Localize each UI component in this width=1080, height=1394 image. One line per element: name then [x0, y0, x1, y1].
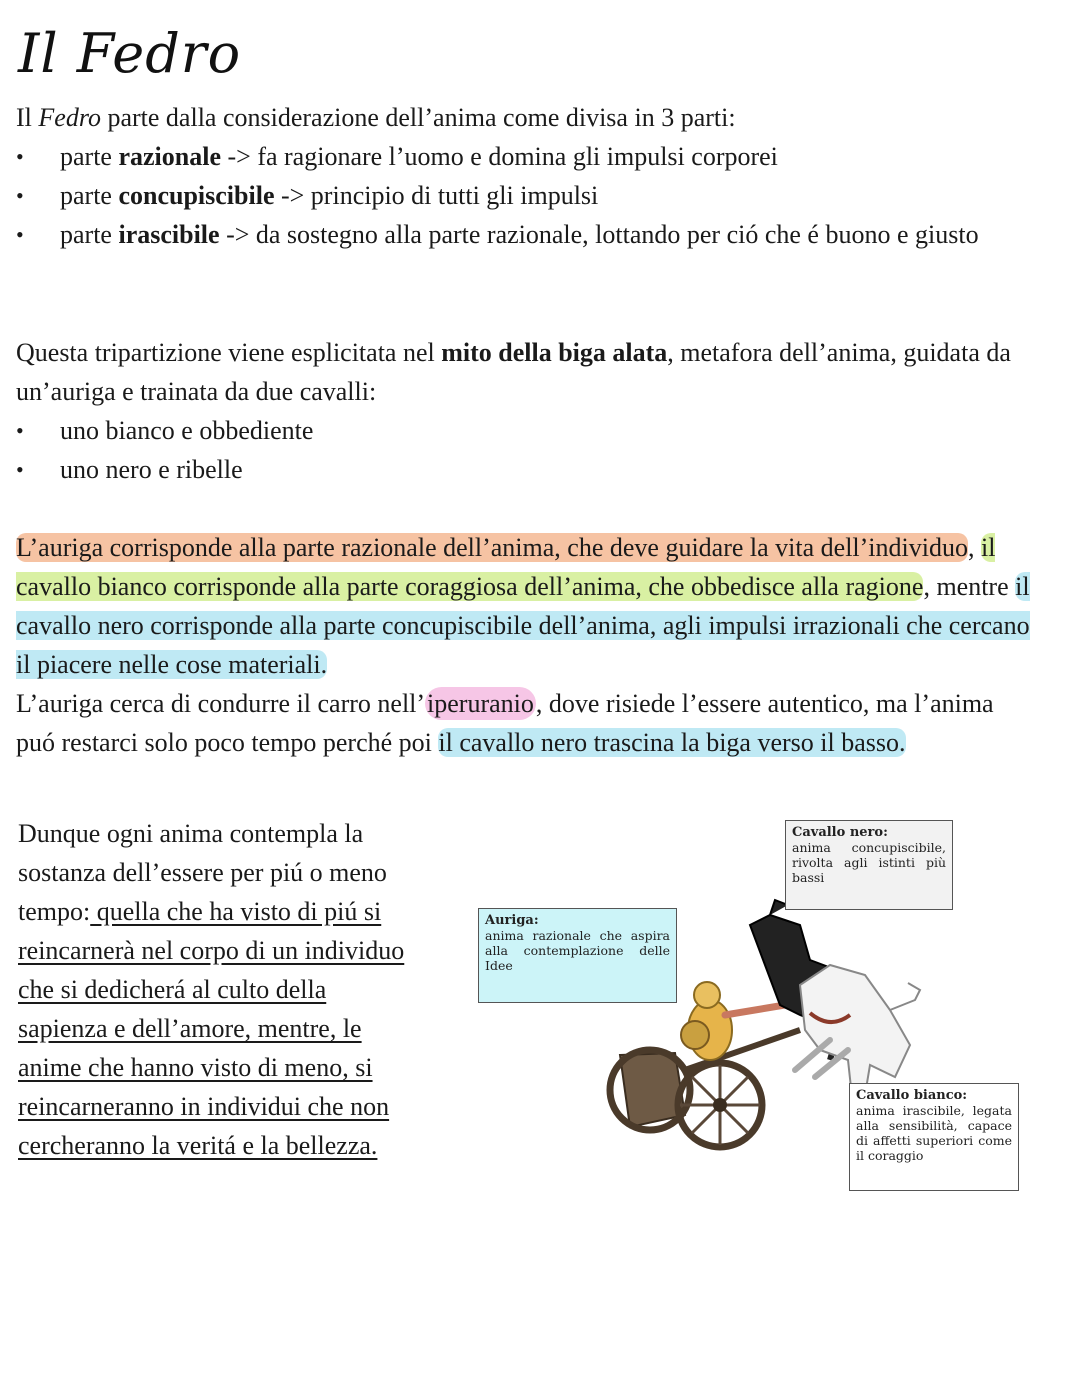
list-item: • uno bianco e obbediente — [16, 411, 1016, 450]
highlight-auriga: L’auriga corrisponde alla parte razionale dell’anima, che deve guidare la vita dell’individuo — [16, 533, 968, 562]
explanation-paragraph: L’auriga corrisponde alla parte razionale dell’anima, che deve guidare la vita dell’individuo, il cavallo bianco corrisponde alla parte coraggiosa dell’anima, che obbedisce alla ragione, mentre il cavallo nero corrisponde alla parte concupiscibile dell’anima, agli impulsi irrazionali che cercano il piacere nelle cose materiali. — [16, 533, 1030, 679]
fedro-italic: Fedro — [38, 103, 101, 132]
myth-title-bold: mito della biga alata — [441, 338, 668, 367]
myth-paragraph: Questa tripartizione viene esplicitata nel mito della biga alata, metafora dell’anima, guidata da un’auriga e trainata da due cavalli: — [16, 338, 1011, 406]
list-item: • parte razionale -> fa ragionare l’uomo e domina gli impulsi corporei — [16, 137, 1046, 176]
chariot-body — [620, 1053, 685, 1127]
intro-section — [16, 98, 1046, 254]
myth-section — [16, 333, 1016, 489]
label-box-white-horse: Cavallo bianco: anima irascibile, legata alla sensibilità, capace di affetti superiori come il coraggio — [849, 1083, 1019, 1191]
chariot-figure — [470, 815, 1050, 1200]
list-item: • uno nero e ribelle — [16, 450, 1016, 489]
soul-parts-list — [16, 137, 1046, 254]
highlight-iperuranio: iperuranio — [427, 689, 534, 718]
conclusion-plain: Dunque ogni anima contempla la sostanza dell’essere per piú o meno tempo: — [18, 819, 387, 926]
label-box-black-horse: Cavallo nero: anima concupiscibile, rivolta agli istinti più bassi — [785, 820, 953, 910]
charioteer-head — [694, 982, 720, 1008]
intro-line — [16, 98, 1046, 137]
charioteer-shield — [681, 1021, 709, 1049]
label-box-charioteer: Auriga: anima razionale che aspira alla contemplazione delle Idee — [478, 908, 677, 1003]
list-item: • parte irascibile -> da sostegno alla parte razionale, lottando per ció che é buono e giusto — [16, 215, 1040, 254]
conclusion-underlined: quella che ha visto di piú si reincarnerà nel corpo di un individuo che si dedicherá al culto della sapienza e dell’amore, mentre, le anime che hanno visto di meno, si reincarneranno in individui che non cercheranno la veritá e la bellezza. — [18, 897, 405, 1160]
highlight-black-horse: il cavallo nero corrisponde alla parte concupiscibile dell’anima, agli impulsi irrazionali che cercano il piacere nelle cose materiali. — [16, 572, 1030, 679]
explanation-section — [16, 528, 1036, 762]
horses-list — [16, 411, 1016, 489]
list-item: • parte concupiscibile -> principio di tutti gli impulsi — [16, 176, 1046, 215]
intro-prefix: Il — [16, 103, 39, 132]
highlight-black-horse-down: il cavallo nero trascina la biga verso il basso. — [438, 728, 906, 757]
intro-suffix: parte dalla considerazione dell’anima come divisa in 3 parti: — [100, 103, 736, 132]
highlight-white-horse: il cavallo bianco corrisponde alla parte coraggiosa dell’anima, che obbedisce alla ragione — [16, 533, 996, 601]
conclusion-paragraph — [18, 814, 418, 1165]
iperuranio-paragraph: L’auriga cerca di condurre il carro nell’iperuranio, dove risiede l’essere autentico, ma l’anima puó restarci solo poco tempo perché poi il cavallo nero trascina la biga verso il basso. — [16, 689, 994, 757]
page-title: Il Fedro — [18, 22, 242, 85]
